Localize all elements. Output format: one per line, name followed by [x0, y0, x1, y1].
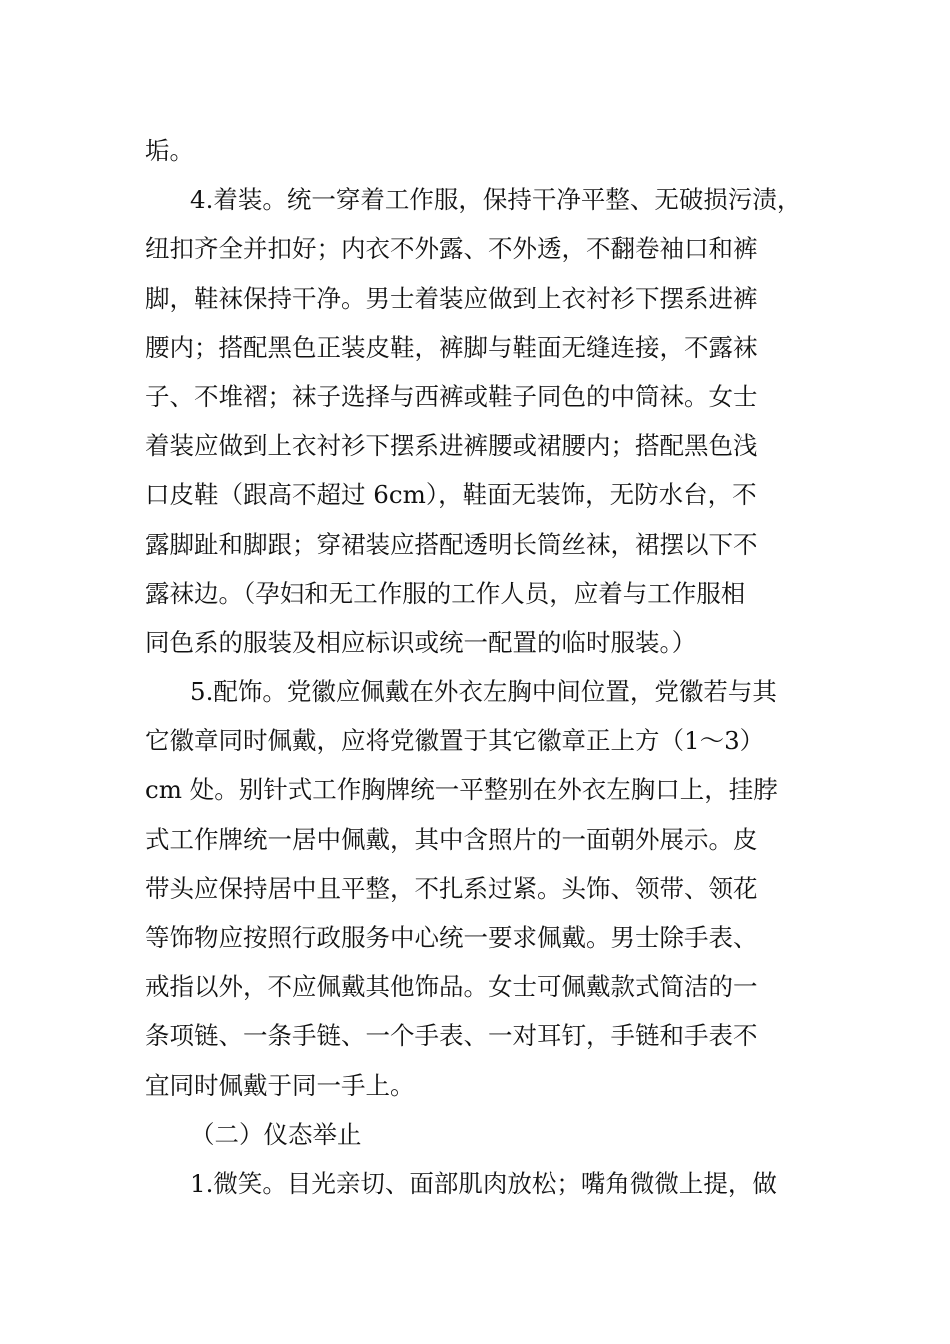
text-line: 腰内；搭配黑色正装皮鞋，裤脚与鞋面无缝连接，不露袜 — [145, 332, 758, 362]
text-line: 5.配饰。党徽应佩戴在外衣左胸中间位置，党徽若与其 — [190, 677, 777, 707]
text-line: 露脚趾和脚跟；穿裙装应搭配透明长筒丝袜，裙摆以下不 — [145, 529, 758, 559]
text-line: 式工作牌统一居中佩戴，其中含照片的一面朝外展示。皮 — [145, 824, 758, 854]
text-line: 它徽章同时佩戴，应将党徽置于其它徽章正上方（1～3） — [145, 726, 765, 756]
text-line: 宜同时佩戴于同一手上。 — [145, 1070, 415, 1100]
section-heading: （二）仪态举止 — [190, 1119, 362, 1149]
text-line: 垢。 — [145, 136, 194, 165]
text-line: 戒指以外，不应佩戴其他饰品。女士可佩戴款式简洁的一 — [145, 972, 758, 1002]
text-line: 纽扣齐全并扣好；内衣不外露、不外透，不翻卷袖口和裤 — [145, 234, 758, 264]
text-line: 带头应保持居中且平整，不扎系过紧。头饰、领带、领花 — [145, 873, 758, 903]
text-line: cm 处。别针式工作胸牌统一平整别在外衣左胸口上，挂脖 — [145, 775, 778, 805]
text-line: 条项链、一条手链、一个手表、一对耳钉，手链和手表不 — [145, 1021, 758, 1051]
text-line: 子、不堆褶；袜子选择与西裤或鞋子同色的中筒袜。女士 — [145, 381, 758, 411]
text-line: 口皮鞋（跟高不超过 6cm），鞋面无装饰，无防水台，不 — [145, 480, 757, 510]
text-line: 着装应做到上衣衬衫下摆系进裤腰或裙腰内；搭配黑色浅 — [145, 431, 758, 461]
text-line: 等饰物应按照行政服务中心统一要求佩戴。男士除手表、 — [145, 923, 758, 952]
text-line: 同色系的服装及相应标识或统一配置的临时服装。） — [145, 627, 697, 657]
text-line: 露袜边。（孕妇和无工作服的工作人员，应着与工作服相 — [145, 578, 746, 608]
body-text — [145, 126, 825, 1208]
text-line: 脚，鞋袜保持干净。男士着装应做到上衣衬衫下摆系进裤 — [145, 283, 758, 313]
text-line: 1.微笑。目光亲切、面部肌肉放松；嘴角微微上提，做 — [190, 1168, 777, 1198]
text-line: 4.着装。统一穿着工作服，保持干净平整、无破损污渍， — [190, 185, 802, 215]
